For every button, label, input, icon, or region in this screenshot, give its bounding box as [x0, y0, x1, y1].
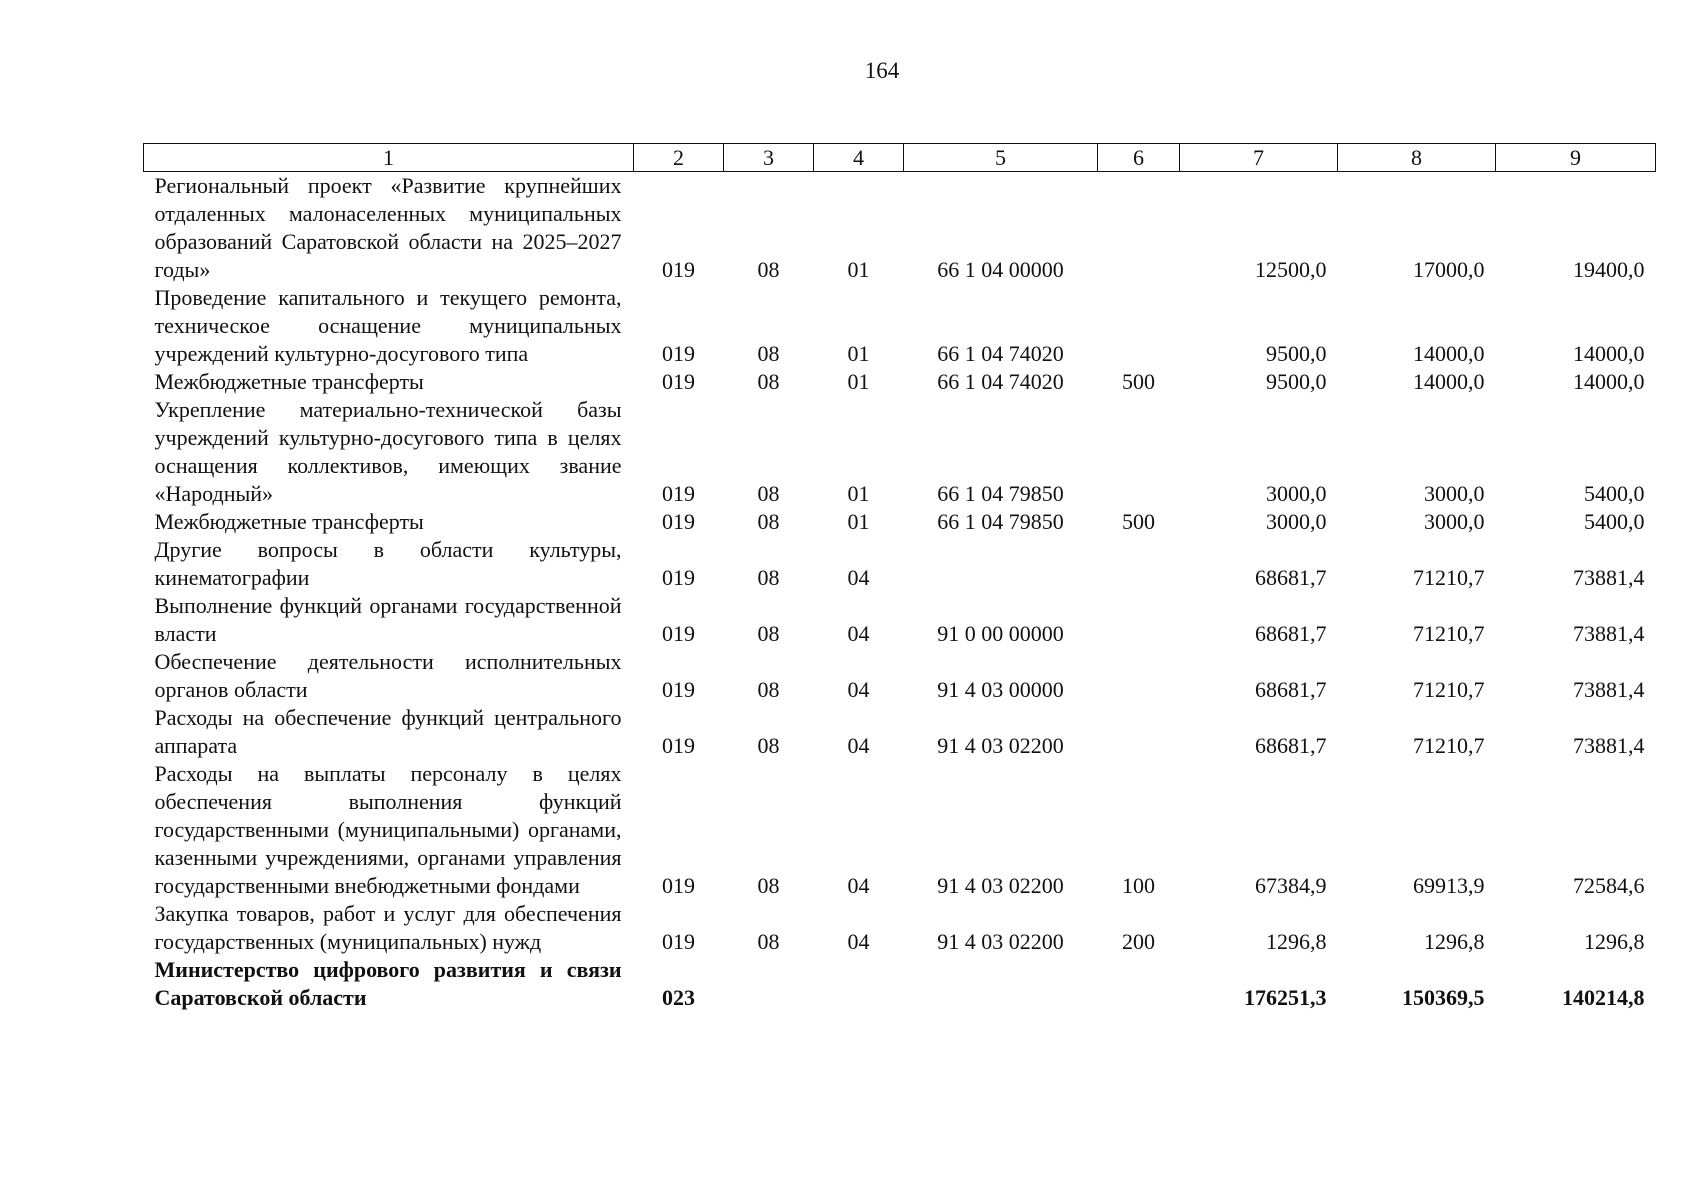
- row-section: 08: [757, 873, 780, 898]
- row-amount-year-1: 9500,0: [1266, 341, 1327, 366]
- row-amount-year-3: 14000,0: [1573, 341, 1645, 366]
- row-subsection: 01: [847, 341, 870, 366]
- row-target-article: 91 4 03 02200: [937, 873, 1064, 898]
- row-section: [724, 956, 814, 1012]
- row-amount-year-1: 68681,7: [1255, 733, 1327, 758]
- row-name: Другие вопросы в области культуры, кинематографии: [154, 537, 622, 590]
- row-subsection: 04: [847, 733, 870, 758]
- header-col-4: 4: [814, 144, 904, 172]
- header-col-8: 8: [1338, 144, 1496, 172]
- header-col-2: 2: [634, 144, 724, 172]
- table-row: [144, 368, 1656, 396]
- row-name: Расходы на обеспечение функций центрального аппарата: [154, 705, 622, 758]
- row-amount-year-3: 14000,0: [1573, 369, 1645, 394]
- row-expense-type: [1098, 396, 1180, 508]
- row-amount-year-3: 73881,4: [1573, 733, 1645, 758]
- row-name: Укрепление материально-технической базы учреждений культурно-досугового типа в целях оснащения коллективов, имеющих звание «Народный»: [154, 397, 622, 506]
- row-amount-year-2: 150369,5: [1402, 985, 1485, 1010]
- row-subsection: 01: [847, 369, 870, 394]
- row-amount-year-3: 73881,4: [1573, 677, 1645, 702]
- row-ved-code: 019: [662, 565, 695, 590]
- row-target-article: 66 1 04 74020: [937, 369, 1064, 394]
- table-row: [144, 648, 1656, 704]
- row-section: 08: [757, 257, 780, 282]
- header-col-9: 9: [1496, 144, 1656, 172]
- header-col-3: 3: [724, 144, 814, 172]
- row-amount-year-2: 71210,7: [1413, 677, 1485, 702]
- table-row: [144, 760, 1656, 900]
- row-name: Межбюджетные трансферты: [154, 369, 424, 394]
- row-subsection: 04: [847, 677, 870, 702]
- row-expense-type: [1098, 536, 1180, 592]
- header-col-5: 5: [904, 144, 1098, 172]
- row-expense-type: [1098, 704, 1180, 760]
- row-amount-year-3: 73881,4: [1573, 621, 1645, 646]
- row-amount-year-1: 3000,0: [1266, 481, 1327, 506]
- row-subsection: 04: [847, 929, 870, 954]
- page-number: 164: [864, 58, 900, 83]
- row-name: Министерство цифрового развития и связи Саратовской области: [154, 957, 622, 1010]
- row-section: 08: [757, 369, 780, 394]
- row-amount-year-3: 73881,4: [1573, 565, 1645, 590]
- row-amount-year-2: 71210,7: [1413, 621, 1485, 646]
- row-amount-year-1: 67384,9: [1255, 873, 1327, 898]
- row-expense-type: 100: [1122, 873, 1155, 898]
- row-amount-year-2: 14000,0: [1413, 369, 1485, 394]
- header-col-1: 1: [144, 144, 634, 172]
- row-target-article: [904, 956, 1098, 1012]
- table-row: [144, 396, 1656, 508]
- row-target-article: 91 0 00 00000: [937, 621, 1064, 646]
- table-row: [144, 508, 1656, 536]
- row-section: 08: [757, 481, 780, 506]
- row-expense-type: 200: [1122, 929, 1155, 954]
- row-expense-type: [1098, 648, 1180, 704]
- table-row: [144, 900, 1656, 956]
- table-header: [144, 144, 1656, 172]
- row-target-article: 66 1 04 74020: [937, 341, 1064, 366]
- row-ved-code: 019: [662, 257, 695, 282]
- row-ved-code: 019: [662, 369, 695, 394]
- row-name: Проведение капитального и текущего ремонта, техническое оснащение муниципальных учреждений культурно-досугового типа: [154, 285, 622, 366]
- row-amount-year-2: 3000,0: [1424, 481, 1485, 506]
- row-subsection: 01: [847, 509, 870, 534]
- table-row: [144, 536, 1656, 592]
- row-amount-year-3: 5400,0: [1584, 509, 1645, 534]
- row-name: Обеспечение деятельности исполнительных органов области: [154, 649, 622, 702]
- row-ved-code: 019: [662, 481, 695, 506]
- row-subsection: [814, 956, 904, 1012]
- row-expense-type: [1098, 956, 1180, 1012]
- row-ved-code: 019: [662, 733, 695, 758]
- row-section: 08: [757, 621, 780, 646]
- row-target-article: 91 4 03 02200: [937, 929, 1064, 954]
- row-section: 08: [757, 509, 780, 534]
- row-section: 08: [757, 677, 780, 702]
- row-subsection: 01: [847, 481, 870, 506]
- row-amount-year-2: 14000,0: [1413, 341, 1485, 366]
- row-ved-code: 023: [662, 985, 695, 1010]
- row-name: Региональный проект «Развитие крупнейших отдаленных малонаселенных муниципальных образований Саратовской области на 2025–2027 годы»: [154, 173, 622, 282]
- row-amount-year-2: 1296,8: [1424, 929, 1485, 954]
- row-name: Выполнение функций органами государственной власти: [154, 593, 622, 646]
- table-row: [144, 704, 1656, 760]
- row-amount-year-1: 68681,7: [1255, 621, 1327, 646]
- row-section: 08: [757, 341, 780, 366]
- row-target-article: 66 1 04 79850: [937, 481, 1064, 506]
- row-amount-year-3: 1296,8: [1584, 929, 1645, 954]
- header-row: [144, 144, 1656, 172]
- row-ved-code: 019: [662, 677, 695, 702]
- row-ved-code: 019: [662, 341, 695, 366]
- header-col-7: 7: [1180, 144, 1338, 172]
- row-name: Межбюджетные трансферты: [154, 509, 424, 534]
- row-subsection: 04: [847, 565, 870, 590]
- row-section: 08: [757, 929, 780, 954]
- row-amount-year-3: 19400,0: [1573, 257, 1645, 282]
- budget-table: [143, 143, 1656, 1012]
- row-target-article: 66 1 04 79850: [937, 509, 1064, 534]
- table-row: [144, 172, 1656, 285]
- row-amount-year-1: 176251,3: [1244, 985, 1327, 1010]
- row-ved-code: 019: [662, 509, 695, 534]
- row-target-article: 91 4 03 02200: [937, 733, 1064, 758]
- table-row: [144, 956, 1656, 1012]
- row-target-article: 91 4 03 00000: [937, 677, 1064, 702]
- row-ved-code: 019: [662, 873, 695, 898]
- table-row: [144, 284, 1656, 368]
- row-amount-year-2: 71210,7: [1413, 733, 1485, 758]
- row-name: Расходы на выплаты персоналу в целях обеспечения выполнения функций государственными (муниципальными) органами, казенными учреждениями, органами управления государственными внебюджетными фондами: [154, 761, 622, 898]
- row-amount-year-3: 72584,6: [1573, 873, 1645, 898]
- row-target-article: 66 1 04 00000: [937, 257, 1064, 282]
- row-amount-year-1: 3000,0: [1266, 509, 1327, 534]
- row-amount-year-2: 69913,9: [1413, 873, 1485, 898]
- row-subsection: 01: [847, 257, 870, 282]
- row-expense-type: [1098, 284, 1180, 368]
- row-amount-year-2: 71210,7: [1413, 565, 1485, 590]
- row-name: Закупка товаров, работ и услуг для обеспечения государственных (муниципальных) нужд: [154, 901, 622, 954]
- row-amount-year-1: 12500,0: [1255, 257, 1327, 282]
- row-target-article: [904, 536, 1098, 592]
- row-amount-year-1: 1296,8: [1266, 929, 1327, 954]
- row-expense-type: 500: [1122, 509, 1155, 534]
- row-amount-year-1: 68681,7: [1255, 677, 1327, 702]
- table-row: [144, 592, 1656, 648]
- row-amount-year-2: 17000,0: [1413, 257, 1485, 282]
- row-section: 08: [757, 565, 780, 590]
- header-col-6: 6: [1098, 144, 1180, 172]
- table-body: [144, 172, 1656, 1013]
- row-ved-code: 019: [662, 929, 695, 954]
- row-ved-code: 019: [662, 621, 695, 646]
- row-subsection: 04: [847, 621, 870, 646]
- row-amount-year-1: 68681,7: [1255, 565, 1327, 590]
- row-expense-type: 500: [1122, 369, 1155, 394]
- row-amount-year-1: 9500,0: [1266, 369, 1327, 394]
- row-subsection: 04: [847, 873, 870, 898]
- row-expense-type: [1098, 592, 1180, 648]
- row-section: 08: [757, 733, 780, 758]
- row-amount-year-2: 3000,0: [1424, 509, 1485, 534]
- row-amount-year-3: 140214,8: [1562, 985, 1645, 1010]
- row-amount-year-3: 5400,0: [1584, 481, 1645, 506]
- row-expense-type: [1098, 172, 1180, 285]
